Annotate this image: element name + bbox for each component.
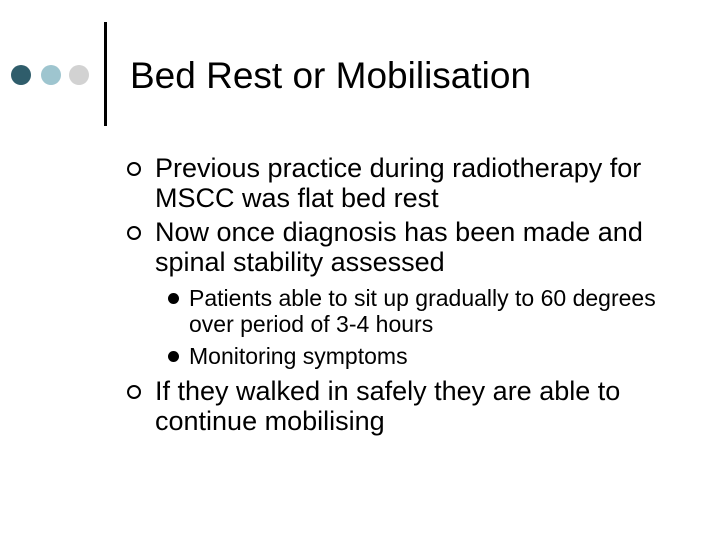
sub-bullet-text: Monitoring symptoms [189,343,408,369]
bullet-item [155,376,695,436]
filled-circle-bullet-icon [168,293,179,304]
hollow-circle-bullet-icon [127,226,141,240]
sub-bullet-item [189,285,689,337]
hollow-circle-bullet-icon [127,385,141,399]
sub-bullet-item [189,343,689,369]
bullet-text: If they walked in safely they are able to continue mobilising [155,376,621,436]
hollow-circle-bullet-icon [127,162,141,176]
bullet-item [155,217,695,277]
slide-title: Bed Rest or Mobilisation [130,55,532,96]
bullet-text: Previous practice during radiotherapy for MSCC was flat bed rest [155,153,642,213]
filled-circle-bullet-icon [168,351,179,362]
bullet-item [155,153,695,213]
sub-bullet-text: Patients able to sit up gradually to 60 degrees over period of 3-4 hours [189,285,656,337]
bullet-text: Now once diagnosis has been made and spinal stability assessed [155,217,643,277]
